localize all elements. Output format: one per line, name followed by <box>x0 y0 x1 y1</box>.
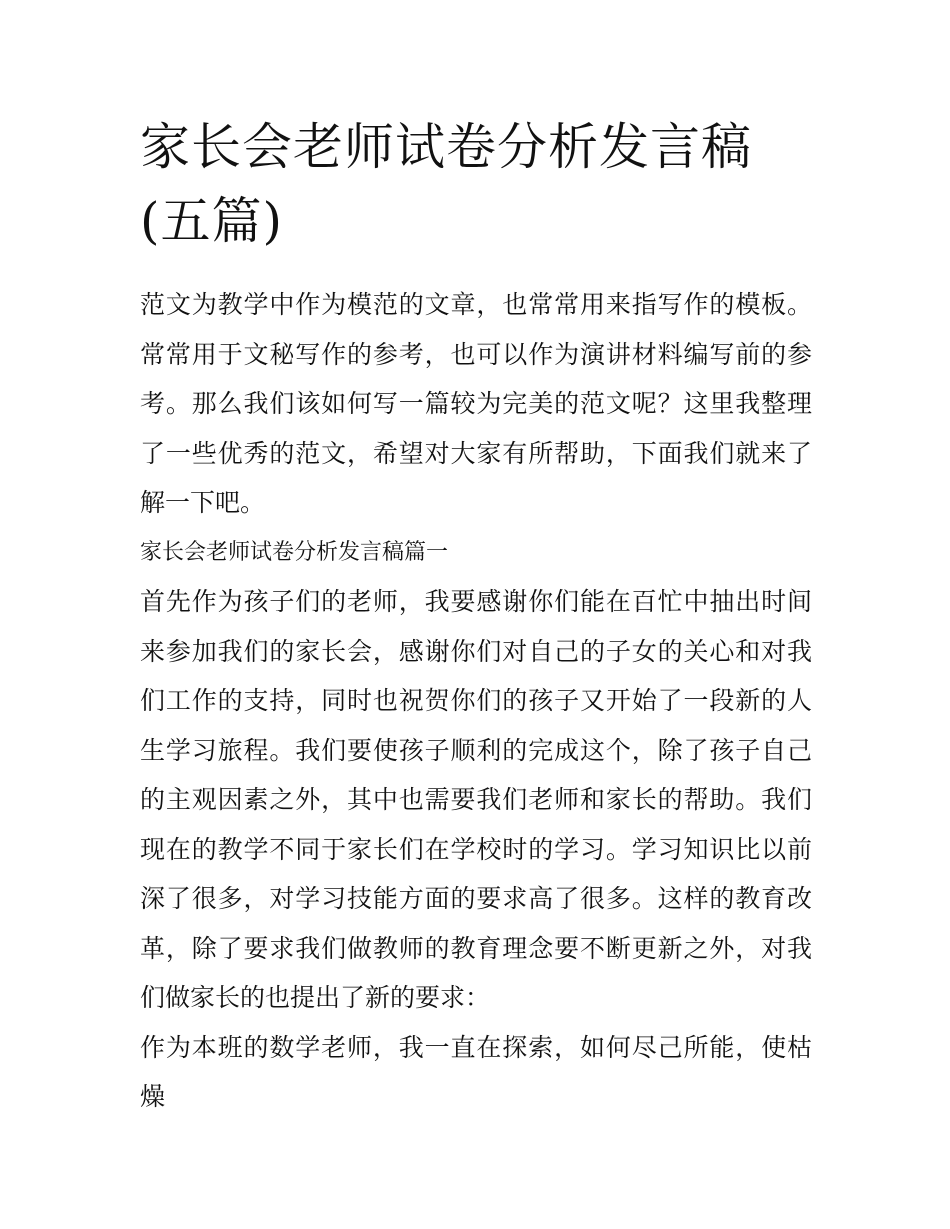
body-paragraph-1: 首先作为孩子们的老师，我要感谢你们能在百忙中抽出时间来参加我们的家长会，感谢你们对自己的子女的关心和对我们工作的支持，同时也祝贺你们的孩子又开始了一段新的人生学习旅程。我们要使孩子顺利的完成这个，除了孩子自己的主观因素之外，其中也需要我们老师和家长的帮助。我们现在的教学不同于家长们在学校时的学习。学习知识比以前深了很多，对学习技能方面的要求高了很多。这样的教育改革，除了要求我们做教师的教育理念要不断更新之外，对我们做家长的也提出了新的要求： <box>140 587 812 1012</box>
intro-paragraph: 范文为教学中作为模范的文章，也常常用来指写作的模板。常常用于文秘写作的参考，也可以作为演讲材料编写前的参考。那么我们该如何写一篇较为完美的范文呢？这里我整理了一些优秀的范文，希望对大家有所帮助，下面我们就来了解一下吧。 <box>140 290 812 517</box>
document-page <box>140 110 812 1122</box>
section-heading: 家长会老师试卷分析发言稿篇一 <box>140 539 449 565</box>
body-paragraph-2: 作为本班的数学老师，我一直在探索，如何尽己所能，使枯燥 <box>140 1032 812 1111</box>
document-title: 家长会老师试卷分析发言稿(五篇) <box>140 118 752 250</box>
